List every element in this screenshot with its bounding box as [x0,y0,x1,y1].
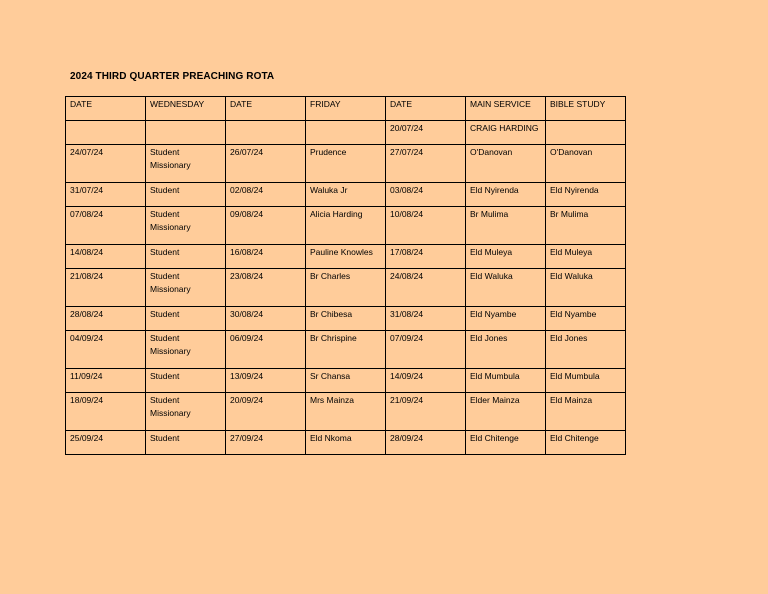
cell-wednesday-date: 18/09/24 [66,393,146,431]
cell-friday-preacher: Br Chrispine [306,331,386,369]
table-row [66,145,626,183]
cell-bible-study-preacher: Eld Mumbula [546,369,626,393]
cell-friday-date: 20/09/24 [226,393,306,431]
header-cell-date-wednesday: DATE [66,97,146,121]
cell-friday-preacher: Waluka Jr [306,183,386,207]
cell-wednesday-date: 25/09/24 [66,431,146,455]
cell-bible-study-preacher: Eld Nyambe [546,307,626,331]
cell-friday-date: 23/08/24 [226,269,306,307]
cell-friday-date: 06/09/24 [226,331,306,369]
cell-main-service-preacher: Elder Mainza [466,393,546,431]
header-cell-bible-study: BIBLE STUDY [546,97,626,121]
table-row [66,431,626,455]
table-row [66,393,626,431]
cell-wednesday-preacher: Student [146,369,226,393]
cell-wednesday-date: 31/07/24 [66,183,146,207]
table-header-row [66,97,626,121]
cell-main-service-preacher: Eld Muleya [466,245,546,269]
cell-saturday-date: 03/08/24 [386,183,466,207]
cell-bible-study-preacher: Eld Mainza [546,393,626,431]
cell-wednesday-date: 04/09/24 [66,331,146,369]
cell-friday-preacher: Sr Chansa [306,369,386,393]
cell-bible-study-preacher: O'Danovan [546,145,626,183]
cell-friday-preacher: Prudence [306,145,386,183]
document-title: 2024 THIRD QUARTER PREACHING ROTA [70,71,275,82]
cell-friday-date: 26/07/24 [226,145,306,183]
cell-saturday-date: 21/09/24 [386,393,466,431]
cell-wednesday-preacher: Student Missionary [146,393,226,431]
table-row [66,121,626,145]
cell-wednesday-preacher: Student [146,183,226,207]
cell-friday-date: 30/08/24 [226,307,306,331]
cell-wednesday-date: 21/08/24 [66,269,146,307]
cell-main-service-preacher: Br Mulima [466,207,546,245]
cell-main-service-preacher: CRAIG HARDING [466,121,546,145]
cell-bible-study-preacher: Eld Chitenge [546,431,626,455]
cell-friday-date: 02/08/24 [226,183,306,207]
cell-wednesday-preacher: Student [146,431,226,455]
cell-saturday-date: 14/09/24 [386,369,466,393]
cell-friday-preacher: Br Charles [306,269,386,307]
cell-friday-date [226,121,306,145]
header-cell-main-service: MAIN SERVICE [466,97,546,121]
cell-friday-date: 09/08/24 [226,207,306,245]
header-cell-date-friday: DATE [226,97,306,121]
cell-wednesday-preacher: Student [146,307,226,331]
cell-main-service-preacher: Eld Jones [466,331,546,369]
cell-saturday-date: 24/08/24 [386,269,466,307]
cell-wednesday-preacher [146,121,226,145]
cell-friday-preacher: Eld Nkoma [306,431,386,455]
cell-wednesday-preacher: Student [146,245,226,269]
cell-wednesday-date: 11/09/24 [66,369,146,393]
cell-bible-study-preacher: Eld Muleya [546,245,626,269]
cell-friday-date: 16/08/24 [226,245,306,269]
cell-friday-date: 27/09/24 [226,431,306,455]
header-cell-friday: FRIDAY [306,97,386,121]
cell-wednesday-preacher: Student Missionary [146,207,226,245]
cell-bible-study-preacher: Eld Waluka [546,269,626,307]
cell-friday-preacher: Mrs Mainza [306,393,386,431]
preaching-rota-table [65,96,626,455]
cell-friday-date: 13/09/24 [226,369,306,393]
cell-saturday-date: 10/08/24 [386,207,466,245]
table-row [66,269,626,307]
cell-bible-study-preacher [546,121,626,145]
cell-wednesday-preacher: Student Missionary [146,145,226,183]
header-cell-wednesday: WEDNESDAY [146,97,226,121]
cell-bible-study-preacher: Eld Nyirenda [546,183,626,207]
cell-saturday-date: 20/07/24 [386,121,466,145]
cell-wednesday-date: 07/08/24 [66,207,146,245]
cell-main-service-preacher: Eld Chitenge [466,431,546,455]
cell-wednesday-date: 28/08/24 [66,307,146,331]
cell-saturday-date: 17/08/24 [386,245,466,269]
cell-bible-study-preacher: Br Mulima [546,207,626,245]
cell-saturday-date: 27/07/24 [386,145,466,183]
cell-main-service-preacher: Eld Nyirenda [466,183,546,207]
cell-main-service-preacher: Eld Waluka [466,269,546,307]
cell-saturday-date: 07/09/24 [386,331,466,369]
cell-main-service-preacher: Eld Mumbula [466,369,546,393]
cell-wednesday-date: 14/08/24 [66,245,146,269]
table-row [66,207,626,245]
cell-saturday-date: 28/09/24 [386,431,466,455]
cell-friday-preacher: Alicia Harding [306,207,386,245]
table-row [66,331,626,369]
cell-bible-study-preacher: Eld Jones [546,331,626,369]
table-row [66,183,626,207]
cell-friday-preacher [306,121,386,145]
table-row [66,245,626,269]
cell-main-service-preacher: Eld Nyambe [466,307,546,331]
cell-wednesday-date [66,121,146,145]
header-cell-date-saturday: DATE [386,97,466,121]
cell-wednesday-preacher: Student Missionary [146,269,226,307]
cell-friday-preacher: Br Chibesa [306,307,386,331]
table-row [66,307,626,331]
cell-saturday-date: 31/08/24 [386,307,466,331]
cell-main-service-preacher: O'Danovan [466,145,546,183]
table-row [66,369,626,393]
cell-wednesday-date: 24/07/24 [66,145,146,183]
cell-wednesday-preacher: Student Missionary [146,331,226,369]
cell-friday-preacher: Pauline Knowles [306,245,386,269]
